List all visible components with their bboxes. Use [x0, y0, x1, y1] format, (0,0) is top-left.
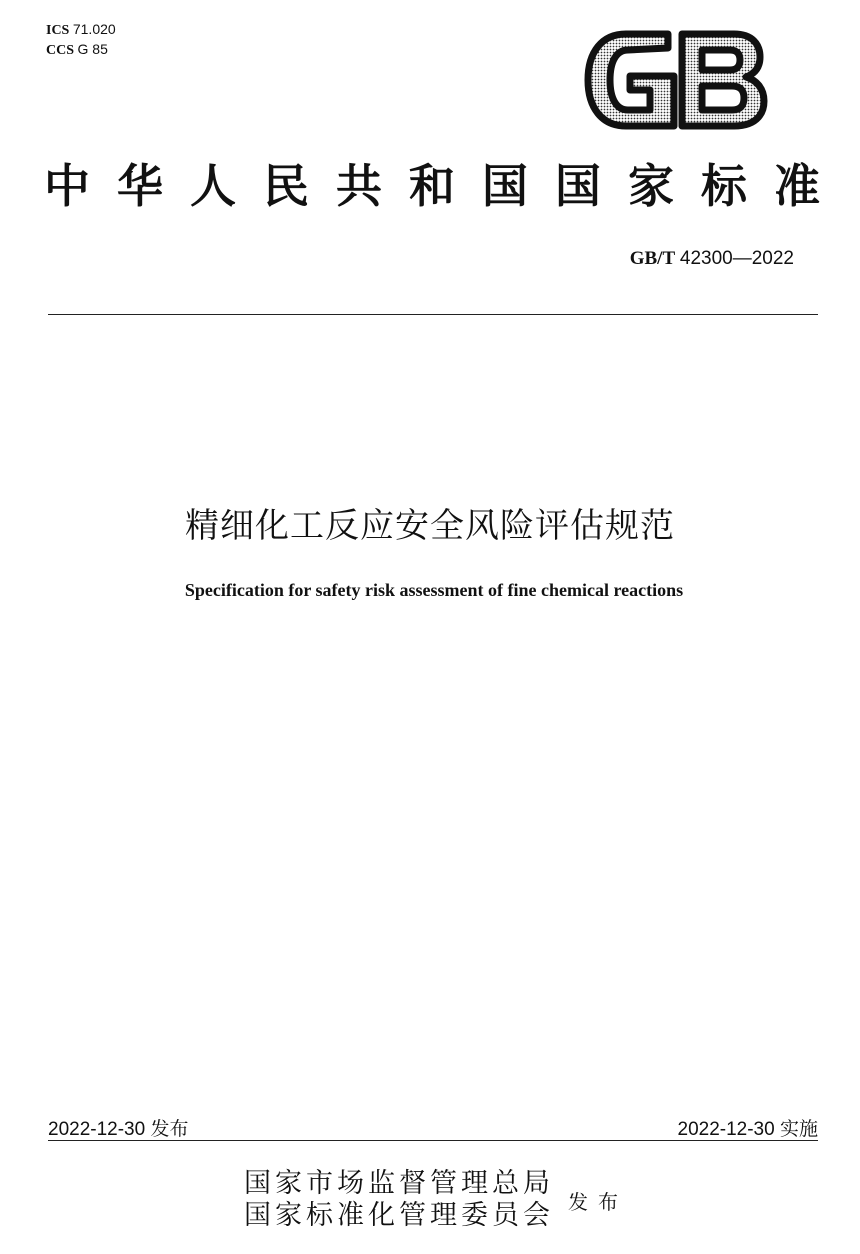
national-heading-char: 和: [409, 159, 455, 213]
gb-logo-icon: [582, 30, 768, 130]
ccs-code: CCS G 85: [46, 41, 108, 58]
classification-codes: [46, 20, 116, 60]
national-heading-char: 共: [336, 159, 382, 213]
document-title-cn: 精细化工反应安全风险评估规范: [185, 506, 675, 546]
national-heading-char: 民: [263, 159, 309, 213]
issuer-samr: 国家市场监督管理总局: [244, 1168, 554, 1199]
date-row: [48, 1114, 818, 1141]
publish-date: 2022-12-30 发布: [48, 1119, 189, 1140]
top-divider: [48, 314, 818, 315]
national-heading-char: 人: [190, 159, 236, 213]
issue-label: 发布: [568, 1190, 628, 1214]
implement-date: 2022-12-30 实施: [677, 1119, 818, 1140]
national-heading-char: 中: [44, 159, 90, 213]
issuer-sac: 国家标准化管理委员会: [244, 1200, 554, 1231]
national-heading-char: 国: [482, 159, 528, 213]
national-heading-char: 标: [701, 159, 747, 213]
document-title-en: Specification for safety risk assessment of fine chemical reactions: [184, 580, 684, 600]
issuing-authorities: [244, 1168, 554, 1232]
bottom-divider: [48, 1140, 818, 1141]
standard-number: GB/T 42300—2022: [629, 248, 794, 269]
national-heading-char: 家: [628, 159, 674, 213]
national-heading-char: 准: [774, 159, 820, 213]
national-heading-char: 国: [555, 159, 601, 213]
ics-code: ICS 71.020: [46, 21, 116, 38]
national-standard-heading: [44, 160, 820, 212]
national-heading-char: 华: [117, 159, 163, 213]
